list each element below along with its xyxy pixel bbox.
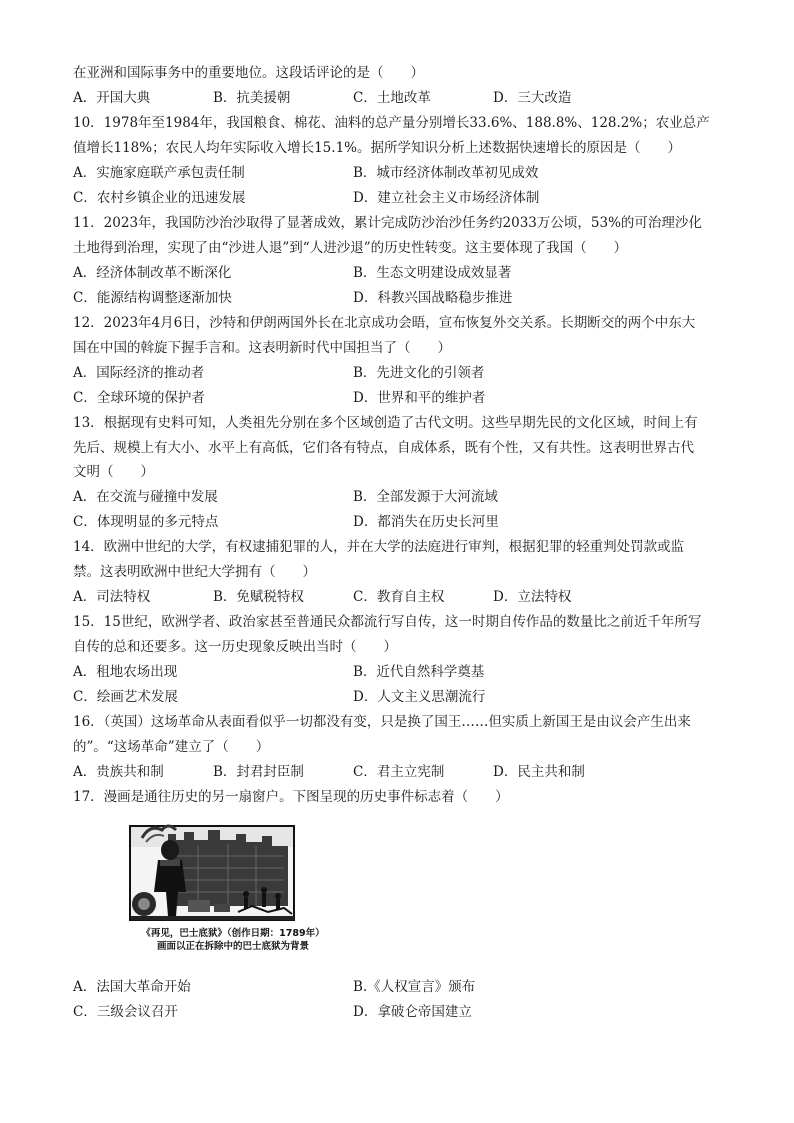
q15-option-d[interactable]: D．人文主义思潮流行 [353,689,486,705]
q12-stem-line1: 12．2023年4月6日，沙特和伊朗两国外长在北京成功会晤，宣布恢复外交关系。长期断交的两个中东大 [73,315,696,331]
q11-option-b[interactable]: B．生态文明建设成效显著 [353,265,512,281]
q11-stem-line1: 11．2023年，我国防沙治沙取得了显著成效，累计完成防沙治沙任务约2033万公顷，53%的可治理沙化 [73,215,702,231]
q16-stem-line2: 的”。“这场革命”建立了（ ） [73,739,270,755]
q11-option-a[interactable]: A．经济体制改革不断深化 [73,265,232,281]
q12-option-b[interactable]: B．先进文化的引领者 [353,365,485,381]
q9-stem: 在亚洲和国际事务中的重要地位。这段话评论的是（ ） [73,65,424,81]
q14-stem-line1: 14．欧洲中世纪的大学，有权逮捕犯罪的人，并在大学的法庭进行审判，根据犯罪的轻重判处罚款或监 [73,539,685,555]
q13-option-a[interactable]: A．在交流与碰撞中发展 [73,489,218,505]
q9-option-c[interactable]: C．土地改革 [353,90,431,106]
q9-option-a[interactable]: A．开国大典 [73,90,151,106]
q14-stem-line2: 禁。这表明欧洲中世纪大学拥有（ ） [73,564,316,580]
q13-stem-line1: 13．根据现有史料可知，人类祖先分别在多个区域创造了古代文明。这些早期先民的文化区域，时间上有 [73,415,698,431]
bastille-cartoon [128,820,338,956]
q15-stem-line2: 自传的总和还要多。这一历史现象反映出当时（ ） [73,639,397,655]
q10-option-a[interactable]: A．实施家庭联产承包责任制 [73,165,245,181]
q16-stem-line1: 16．（英国）这场革命从表面看似乎一切都没有变，只是换了国王……但实质上新国王是由议会产生出来 [73,714,691,730]
q10-option-d[interactable]: D．建立社会主义市场经济体制 [353,190,540,206]
q16-option-c[interactable]: C．君主立宪制 [353,764,445,780]
q12-option-c[interactable]: C．全球环境的保护者 [73,390,205,406]
q11-option-c[interactable]: C．能源结构调整逐渐加快 [73,290,232,306]
q15-stem-line1: 15．15世纪，欧洲学者、政治家甚至普通民众都流行写自传，这一时期自传作品的数量比之前近千年所写 [73,614,702,630]
q14-option-d[interactable]: D．立法特权 [493,589,572,605]
q16-option-d[interactable]: D．民主共和制 [493,764,585,780]
q15-option-a[interactable]: A．租地农场出现 [73,664,178,680]
q14-option-c[interactable]: C．教育自主权 [353,589,445,605]
q14-option-b[interactable]: B．免赋税特权 [213,589,304,605]
bastille-cartoon-illustration [128,820,338,926]
q15-option-c[interactable]: C．绘画艺术发展 [73,689,178,705]
q17-option-c[interactable]: C．三级会议召开 [73,1004,178,1020]
q10-option-c[interactable]: C．农村乡镇企业的迅速发展 [73,190,246,206]
q10-stem-line1: 10．1978年至1984年，我国粮食、棉花、油料的总产量分别增长33.6%、188.8%、128.2%；农业总产 [73,115,710,131]
q15-option-b[interactable]: B．近代自然科学奠基 [353,664,485,680]
q12-stem-line2: 国在中国的斡旋下握手言和。这表明新时代中国担当了（ ） [73,340,451,356]
q17-option-b[interactable]: B.《人权宣言》颁布 [353,979,476,995]
q13-stem-line3: 文明（ ） [73,464,154,480]
q14-option-a[interactable]: A．司法特权 [73,589,151,605]
q17-option-a[interactable]: A．法国大革命开始 [73,979,191,995]
q13-option-d[interactable]: D．都消失在历史长河里 [353,514,499,530]
q11-option-d[interactable]: D．科教兴国战略稳步推进 [353,290,513,306]
q17-stem: 17．漫画是通往历史的另一扇窗户。下图呈现的历史事件标志着（ ） [73,789,509,805]
q10-stem-line2: 值增长118%；农民人均年实际收入增长15.1%。据所学知识分析上述数据快速增长的原因是（ ） [73,140,681,156]
q9-option-b[interactable]: B．抗美援朝 [213,90,291,106]
q12-option-d[interactable]: D．世界和平的维护者 [353,390,486,406]
q16-option-a[interactable]: A．贵族共和制 [73,764,164,780]
q10-option-b[interactable]: B．城市经济体制改革初见成效 [353,165,539,181]
q13-stem-line2: 先后、规模上有大小、水平上有高低，它们各有特点，自成体系，既有个性，又有共性。这表明世界古代 [73,440,694,456]
cartoon-caption-title: 《再见，巴士底狱》（创作日期：1789年） [141,928,325,939]
cartoon-caption-subtitle: 画面以正在拆除中的巴士底狱为背景 [156,941,309,952]
q12-option-a[interactable]: A．国际经济的推动者 [73,365,205,381]
q13-option-b[interactable]: B．全部发源于大河流域 [353,489,498,505]
q16-option-b[interactable]: B．封君封臣制 [213,764,304,780]
q17-option-d[interactable]: D．拿破仑帝国建立 [353,1004,472,1020]
q11-stem-line2: 土地得到治理，实现了由“沙进人退”到“人进沙退”的历史性转变。这主要体现了我国（ ） [73,240,628,256]
q9-option-d[interactable]: D．三大改造 [493,90,572,106]
q13-option-c[interactable]: C．体现明显的多元特点 [73,514,219,530]
